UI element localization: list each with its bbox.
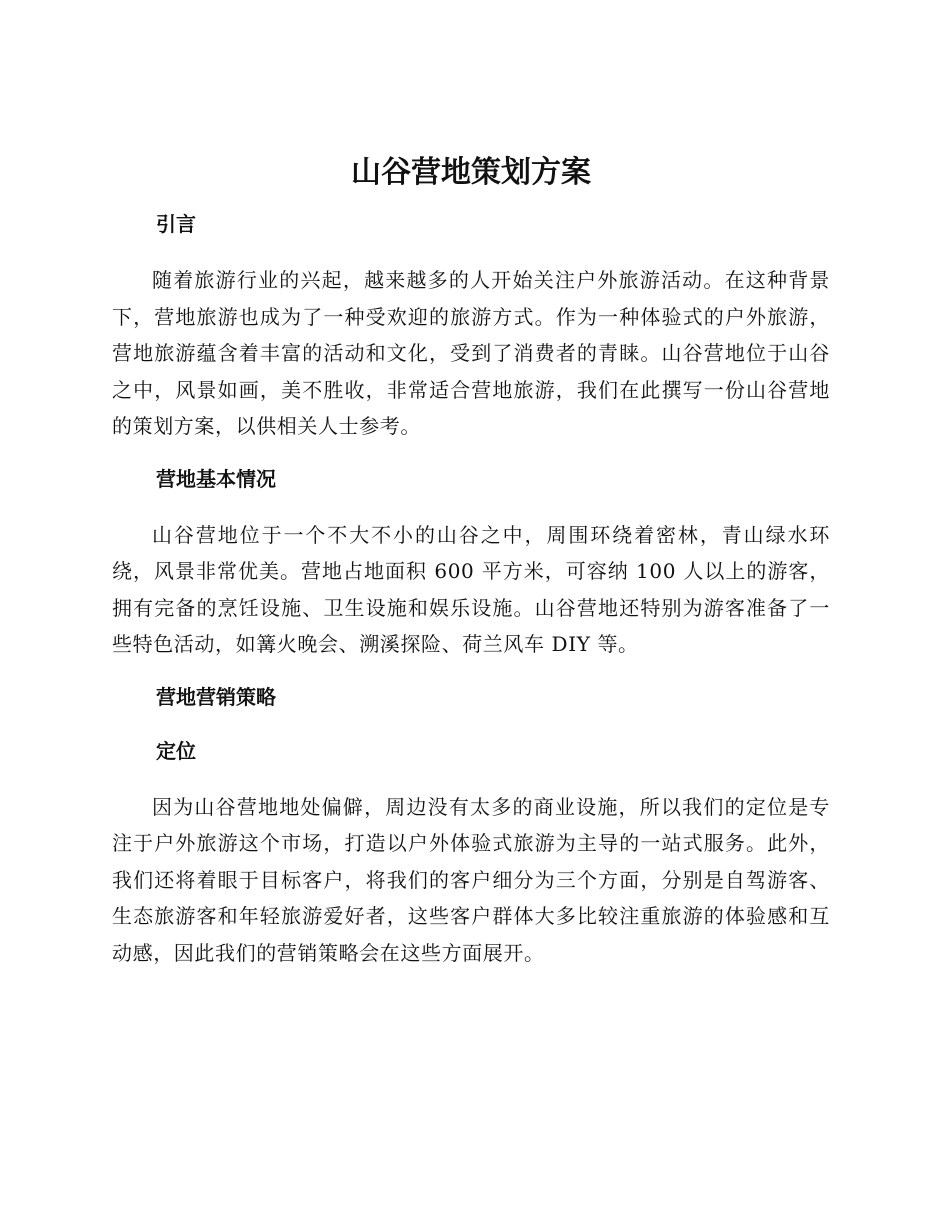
section-heading-camp-overview: 营地基本情况 [156, 466, 276, 491]
section-paragraph-introduction: 随着旅游行业的兴起，越来越多的人开始关注户外旅游活动。在这种背景下，营地旅游也成为了一种受欢迎的旅游方式。作为一种体验式的户外旅游，营地旅游蕴含着丰富的活动和文化，受到了消费者的青睐。山谷营地位于山谷之中，风景如画，美不胜收，非常适合营地旅游，我们在此撰写一份山谷营地的策划方案，以供相关人士参考。 [112, 268, 830, 438]
document-title: 山谷营地策划方案 [351, 155, 591, 190]
section-paragraph-camp-overview: 山谷营地位于一个不大不小的山谷之中，周围环绕着密林，青山绿水环绕，风景非常优美。营地占地面积 600 平方米，可容纳 100 人以上的游客，拥有完备的烹饪设施、卫生设施和娱乐设施。山谷营地还特别为游客准备了一些特色活动，如篝火晚会、溯溪探险、荷兰风车 DIY 等。 [112, 522, 830, 656]
document-page [112, 150, 830, 971]
section-heading-positioning: 定位 [156, 738, 196, 763]
section-heading-introduction: 引言 [156, 212, 196, 236]
section-heading-marketing-strategy: 营地营销策略 [156, 684, 276, 709]
section-paragraph-positioning: 因为山谷营地地处偏僻，周边没有太多的商业设施，所以我们的定位是专注于户外旅游这个市场，打造以户外体验式旅游为主导的一站式服务。此外，我们还将着眼于目标客户，将我们的客户细分为三个方面，分别是自驾游客、生态旅游客和年轻旅游爱好者，这些客户群体大多比较注重旅游的体验感和互动感，因此我们的营销策略会在这些方面展开。 [112, 794, 830, 965]
